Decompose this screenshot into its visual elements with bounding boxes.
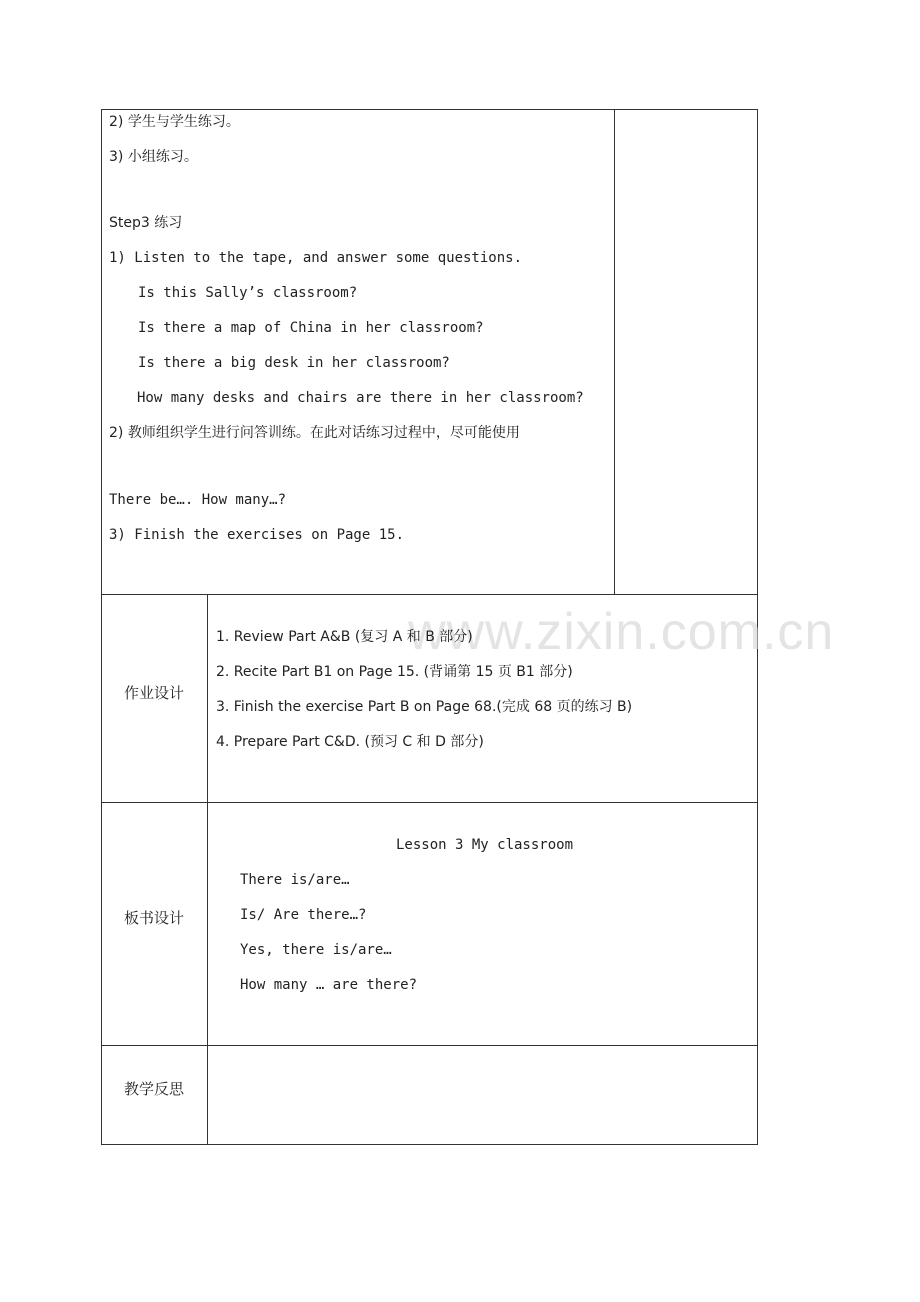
homework-item-1: 1. Review Part A&B (复习 A 和 B 部分): [216, 629, 473, 645]
reflection-label: 教学反思: [123, 1080, 184, 1098]
watermark: www.zixin.com.cn: [408, 603, 835, 661]
board-line-3: Yes, there is/are…: [240, 942, 392, 958]
upper-line-2: 3) 小组练习。: [109, 149, 198, 165]
question-1: Is this Sally’s classroom?: [138, 285, 358, 301]
question-4: How many desks and chairs are there in her classroom?: [137, 390, 584, 406]
row-divider-2: [101, 802, 758, 803]
upper-line-11: 3) Finish the exercises on Page 15.: [109, 527, 405, 543]
question-2: Is there a map of China in her classroom?: [138, 320, 484, 336]
upper-column-divider: [614, 109, 615, 595]
upper-line-10: There be…. How many…?: [109, 492, 287, 508]
homework-item-4: 4. Prepare Part C&D. (预习 C 和 D 部分): [216, 734, 484, 750]
board-title: Lesson 3 My classroom: [396, 837, 574, 853]
upper-line-4: 1) Listen to the tape, and answer some questions.: [109, 250, 523, 266]
step3-heading: Step3 练习: [109, 215, 183, 231]
homework-item-3: 3. Finish the exercise Part B on Page 68.(完成 68 页的练习 B): [216, 699, 633, 715]
reflection-cell: [208, 1046, 756, 1143]
upper-line-1: 2) 学生与学生练习。: [109, 114, 240, 130]
homework-label: 作业设计: [123, 684, 184, 702]
row-divider-1: [101, 594, 758, 595]
board-line-1: There is/are…: [240, 872, 350, 888]
upper-line-9: 2) 教师组织学生进行问答训练。在此对话练习过程中，尽可能使用: [109, 425, 520, 441]
homework-item-2: 2. Recite Part B1 on Page 15. (背诵第 15 页 B1 部分): [216, 664, 573, 680]
question-3: Is there a big desk in her classroom?: [138, 355, 450, 371]
board-label: 板书设计: [123, 909, 184, 927]
board-line-2: Is/ Are there…?: [240, 907, 367, 923]
board-line-4: How many … are there?: [240, 977, 418, 993]
